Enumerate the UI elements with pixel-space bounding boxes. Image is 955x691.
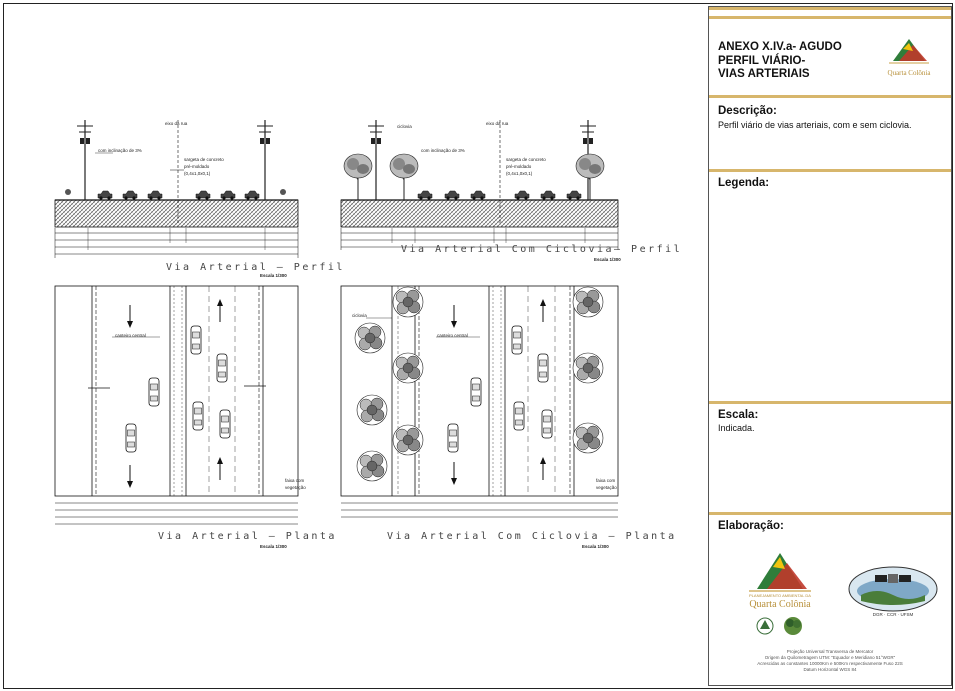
note-eixo-rua-1: eixo da rua	[165, 121, 188, 126]
title-line-2: PERFIL VIÁRIO-	[718, 54, 806, 67]
note-sarjeta-2a: sargeta de concreto	[506, 157, 546, 162]
note-sarjeta-1a: sargeta de concreto	[184, 157, 224, 162]
title-line-3: VIAS ARTERIAIS	[718, 68, 810, 80]
divider-1	[709, 95, 951, 98]
university-seals-icon	[735, 615, 825, 637]
note-faixa-2a: faixa com	[596, 478, 616, 483]
note-ciclovia-perfil: ciclovia	[397, 124, 412, 129]
caption-perfil-2: Via Arterial Com Ciclovia— Perfil	[401, 244, 683, 255]
note-faixa-2b: vegetação	[596, 485, 617, 490]
escala-label: Escala:	[718, 409, 759, 421]
scale-planta-2: Escala 1/300	[582, 544, 609, 549]
divider-2	[709, 169, 951, 172]
descricao-text: Perfil viário de vias arteriais, com e sem ciclovia.	[718, 120, 912, 130]
title-line-1: ANEXO X.IV.a- AGUDO	[718, 41, 842, 53]
dgr-oval-logo	[847, 565, 939, 621]
legenda-label: Legenda:	[718, 177, 770, 189]
divider-top	[709, 7, 951, 10]
note-sarjeta-1b: pré-moldado	[184, 164, 210, 169]
divider-top-2	[709, 16, 951, 19]
planta-via-arterial	[55, 286, 298, 524]
caption-planta-2: Via Arterial Com Ciclovia — Planta	[387, 531, 677, 542]
note-sarjeta-1c: (0,4x1,0x0,1)	[184, 171, 211, 176]
sheet-title	[718, 41, 842, 82]
logo-big-line2: Quarta Colônia	[749, 599, 811, 610]
credit-line-4: Datum Horizontal WGS 84	[803, 667, 857, 672]
planejamento-ambiental-logo	[735, 545, 825, 637]
divider-3	[709, 401, 951, 404]
note-faixa-1b: vegetação	[285, 485, 306, 490]
note-sarjeta-2c: (0,4x1,0x0,1)	[506, 171, 533, 176]
credit-line-1: Projeção Universal Transversa de Mercator	[786, 649, 874, 654]
note-faixa-1a: faixa com	[285, 478, 305, 483]
note-inclinacao-2: com inclinação de 3%	[421, 148, 465, 153]
note-sarjeta-2b: pré-moldado	[506, 164, 532, 169]
scale-planta-1: Escala 1/300	[260, 544, 287, 549]
scale-perfil-2: Escala 1/300	[594, 257, 621, 262]
logo-big-line1: PLANEJAMENTO AMBIENTAL DA	[749, 593, 811, 598]
descricao-label: Descrição:	[718, 105, 777, 117]
credit-line-3: Acrescidas as constantes 10000Km e 500Km respectivamente Fuso 22S	[757, 661, 903, 666]
divider-4	[709, 512, 951, 515]
logo-big-icon	[735, 545, 825, 593]
perfil-via-arterial	[55, 120, 298, 258]
note-canteiro-2: canteiro central	[437, 333, 468, 338]
caption-perfil-1: Via Arterial — Perfil	[166, 262, 345, 273]
note-inclinacao-1: com inclinação de 3%	[98, 148, 142, 153]
oval-logo-text: DGR · CCR · UFSM	[872, 612, 914, 617]
scale-perfil-1: Escala 1/300	[260, 273, 287, 278]
caption-planta-1: Via Arterial — Planta	[158, 531, 337, 542]
note-ciclovia-planta: ciclovia	[352, 313, 367, 318]
credit-line-2: Origem da Quilometragem UTM: "Equador e Meridiano 51°WGR"	[764, 655, 896, 660]
note-eixo-rua-2: eixo da rua	[486, 121, 509, 126]
perfil-via-arterial-ciclovia	[341, 120, 618, 250]
logo-small-text: Quarta Colônia	[887, 69, 931, 77]
note-canteiro-1: canteiro central	[115, 333, 146, 338]
satellite-logo-icon	[847, 565, 939, 613]
info-panel	[708, 6, 952, 686]
escala-text: Indicada.	[718, 423, 755, 433]
elaboracao-label: Elaboração:	[718, 520, 784, 532]
planta-via-arterial-ciclovia	[341, 286, 618, 517]
quarta-colonia-logo-small	[883, 33, 935, 81]
